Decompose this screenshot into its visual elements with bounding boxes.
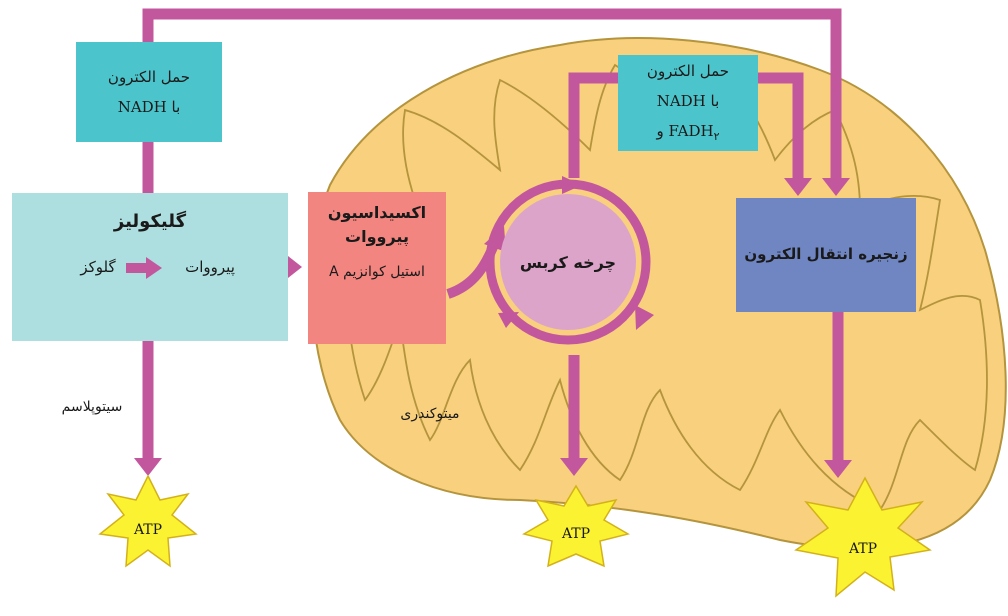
carrier-top-line2: با NADH bbox=[117, 98, 181, 116]
arrow-right-icon bbox=[288, 256, 302, 278]
pyruvate-oxidation-title-line1: اکسیداسیون bbox=[327, 203, 427, 222]
cytoplasm-label: سیتوپلاسم bbox=[61, 399, 123, 415]
arrow-right-icon bbox=[126, 263, 148, 273]
carrier-mid-line3-sub: ۲ bbox=[713, 130, 720, 143]
glycolysis-from: گلوکز bbox=[80, 258, 116, 276]
pyruvate-oxidation-product: استیل کوانزیم A bbox=[329, 264, 425, 280]
mitochondrion-label: میتوکندری bbox=[400, 406, 460, 422]
carrier-top-box bbox=[76, 42, 222, 142]
atp-right-label: ATP bbox=[848, 541, 878, 557]
glycolysis-to: پیرووات bbox=[185, 258, 235, 276]
atp-star-icon bbox=[100, 476, 196, 566]
carrier-mid-line1: حمل الکترون bbox=[646, 62, 730, 80]
etc-label: زنجیره انتقال الکترون bbox=[744, 245, 908, 263]
carrier-top-line1: حمل الکترون bbox=[107, 68, 191, 86]
atp-left-label: ATP bbox=[133, 522, 163, 538]
atp-star-left bbox=[100, 476, 196, 566]
glycolysis-title: گلیکولیز bbox=[113, 211, 187, 232]
carrier-mid-line3 bbox=[656, 122, 720, 143]
carrier-mid-line2: با NADH bbox=[656, 92, 720, 110]
pyruvate-oxidation-title-line2: پیرووات bbox=[345, 227, 409, 246]
carrier-mid-line3-prefix: و FADH bbox=[656, 122, 714, 140]
krebs-label: چرخه کربس bbox=[519, 253, 617, 272]
arrow-down-icon bbox=[134, 458, 162, 476]
atp-center-label: ATP bbox=[561, 526, 591, 542]
